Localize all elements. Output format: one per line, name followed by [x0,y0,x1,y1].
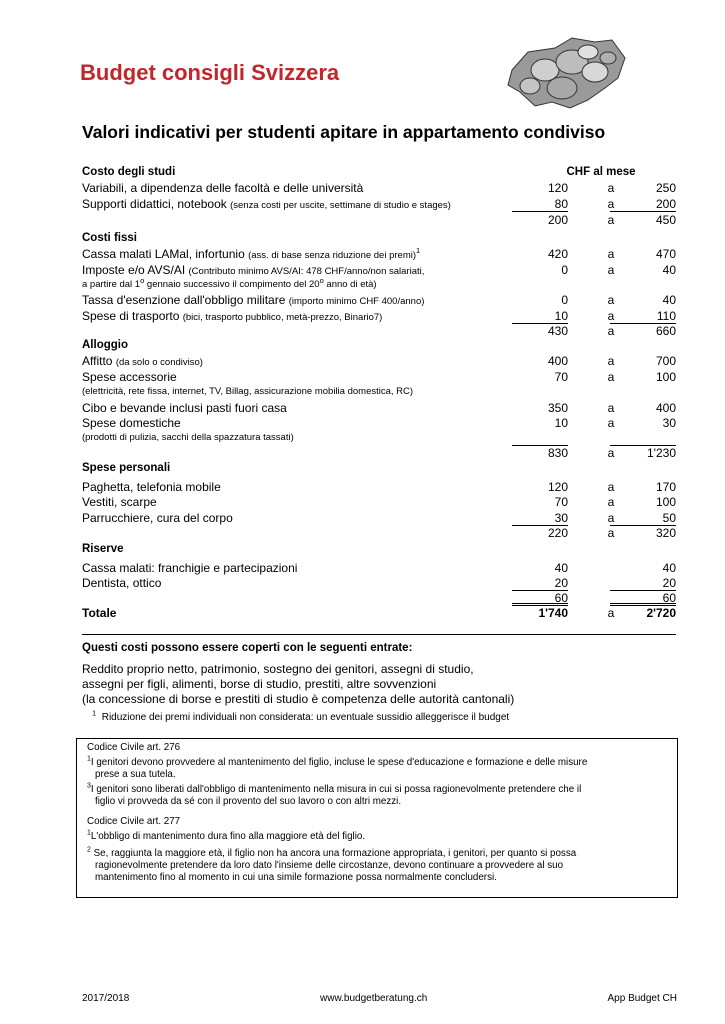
value-high: 110 [656,309,676,323]
art277-title: Codice Civile art. 277 [87,816,181,827]
value-low: 20 [554,576,568,590]
value-low: 70 [554,495,568,509]
coins-switzerland-logo [500,30,630,115]
paragraph-text: I genitori devono provvedere al mantenimento del figlio, incluse le spese d'educazione e formazione e delle misure [90,757,588,768]
brand-title: Budget consigli Svizzera [80,60,340,85]
table-row [82,415,676,431]
value-low: 80 [554,197,568,211]
table-row [82,575,676,591]
row-label: Spese domestiche [82,416,181,430]
value-high: 100 [655,370,676,384]
row-label: Imposte e/o AVS/AI [82,263,186,277]
table-row [82,180,676,196]
value-low: 120 [547,480,568,494]
footnote-number: 1 [92,708,97,718]
footnote-ref: 1 [416,246,421,255]
value-low: 0 [561,263,568,277]
subtotal-high: 320 [655,526,676,540]
value-high: 400 [655,401,676,415]
subtotal-low: 60 [554,591,568,605]
paragraph-text: I genitori sono liberati dall'obbligo di mantenimento nella misura in cui si possa ragionevolmente pretendere che il [90,784,582,795]
row-note: (Contributo minimo AVS/AI: 478 CHF/anno/non salariati, [188,266,425,277]
range-a: a [607,213,615,227]
row-note: (importo minimo CHF 400/anno) [288,296,425,307]
range-a: a [607,324,615,338]
footer-app: App Budget CH [607,993,677,1004]
row-label: Supporti didattici, notebook [82,197,227,211]
row-label: Vestiti, scarpe [82,495,157,509]
total-low: 1'740 [538,606,568,620]
income-title: Questi costi possono essere coperti con le seguenti entrate: [82,642,413,654]
value-low: 10 [554,416,568,430]
value-high: 50 [662,511,676,525]
table-row [82,262,676,278]
value-low: 420 [547,247,568,261]
value-high: 100 [655,495,676,509]
footer-year: 2017/2018 [82,993,130,1004]
table-row [82,494,676,510]
total-high: 2'720 [646,606,676,620]
art277-paragraph-1 [87,831,365,843]
paragraph-text: ragionevolmente pretendere da loro dato l'insieme delle circostanze, devono continuare a provvedere al suo [95,860,564,871]
row-note: (da solo o condiviso) [115,357,203,368]
section-title: Costi fissi [82,232,137,244]
range-a: a [607,354,615,368]
row-label: Cassa malati: franchigie e partecipazioni [82,561,298,575]
section-title: Costo degli studi [82,166,176,178]
continuation-text: (elettricità, rete fissa, internet, TV, Billag, assicurazione mobilia domestica, RC) [82,386,414,397]
subtotal-row [82,590,676,606]
section-title: Alloggio [82,339,128,351]
table-row [82,369,676,385]
continuation-text: (prodotti di pulizia, sacchi della spazzatura tassati) [82,432,294,443]
row-label: Affitto [82,354,113,368]
subtotal-low: 220 [547,526,568,540]
range-a: a [607,370,615,384]
value-low: 70 [554,370,568,384]
subtotal-low: 830 [547,446,568,460]
continuation-text: gennaio successivo il compimento del 20 [144,279,320,290]
footnote [92,708,510,723]
value-high: 170 [655,480,676,494]
table-row [82,196,676,212]
footer-url[interactable]: www.budgetberatung.ch [320,993,428,1004]
table-row [82,308,676,324]
art277-paragraph-2 [87,848,576,860]
range-a: a [607,181,615,195]
total-label: Totale [82,606,117,620]
superscript: o [319,275,324,285]
value-high: 20 [662,576,676,590]
paragraph-text: mantenimento fino al momento in cui una simile formazione possa normalmente concludersi. [95,872,497,883]
table-row [82,292,676,308]
row-label: Dentista, ottico [82,576,162,590]
art276-title: Codice Civile art. 276 [87,742,181,753]
table-row [82,353,676,369]
range-a: a [607,606,615,620]
section-title: Riserve [82,543,124,555]
value-low: 10 [554,309,568,323]
row-label: Variabili, a dipendenza delle facoltà e delle università [82,181,364,195]
row-label: Spese accessorie [82,370,177,384]
range-a: a [607,511,615,525]
paragraph-text: Se, raggiunta la maggiore età, il figlio non ha ancora una formazione appropriata, i genitori, per quanto si possa [93,848,577,859]
section-header-personali [82,460,676,476]
value-low: 40 [554,561,568,575]
row-label: Cassa malati LAMal, infortunio [82,247,245,261]
subtotal-low: 200 [547,213,568,227]
value-high: 200 [655,197,676,211]
subtotal-row [82,212,676,228]
total-row [82,605,676,621]
range-a: a [607,197,615,211]
art276-paragraph-3 [87,784,581,796]
row-label: Paghetta, telefonia mobile [82,480,221,494]
superscript: o [140,275,145,285]
subtotal-high: 450 [655,213,676,227]
range-a: a [607,293,615,307]
value-low: 0 [561,293,568,307]
paragraph-text: prese a sua tutela. [95,769,176,780]
table-row [82,560,676,576]
range-a: a [607,401,615,415]
range-a: a [607,446,615,460]
row-label: Parrucchiere, cura del corpo [82,511,233,525]
value-high: 250 [655,181,676,195]
section-header-fissi [82,230,676,246]
footnote-text: Riduzione dei premi individuali non considerata: un eventuale sussidio alleggerisce il budget [101,712,510,723]
value-low: 30 [554,511,568,525]
section-header-riserve [82,541,676,557]
value-high: 40 [662,263,676,277]
income-line: (la concessione di borse e prestiti di studio è competenza delle autorità cantonali) [82,692,515,706]
subtotal-row [82,445,676,461]
value-low: 350 [547,401,568,415]
range-a: a [607,309,615,323]
value-low: 120 [547,181,568,195]
table-row [82,400,676,416]
range-a: a [607,526,615,540]
paragraph-number: 3 [87,782,91,790]
row-label: Cibo e bevande inclusi pasti fuori casa [82,401,287,415]
subtotal-high: 60 [662,591,676,605]
row-note: (ass. di base senza riduzione dei premi) [248,250,417,261]
continuation-text: a partire dal 1 [82,279,141,290]
range-a: a [607,495,615,509]
civil-code-box [76,738,678,898]
subtotal-high: 1'230 [647,446,676,460]
range-a: a [607,247,615,261]
row-label: Tassa d'esenzione dall'obbligo militare [82,293,286,307]
paragraph-number: 1 [87,755,91,763]
art276-paragraph-1 [87,757,587,769]
table-row [82,510,676,526]
section-divider [82,634,676,635]
range-a: a [607,416,615,430]
paragraph-text: figlio vi provveda da sé con il provento del suo lavoro o con altri mezzi. [95,796,402,807]
value-high: 40 [662,561,676,575]
table-row [82,479,676,495]
subtotal-high: 660 [655,324,676,338]
paragraph-number: 1 [87,829,91,837]
income-line: Reddito proprio netto, patrimonio, sostegno dei genitori, assegni di studio, [82,662,474,676]
row-note: (senza costi per uscite, settimane di studio e stages) [230,200,451,211]
section-header-studi [82,164,676,180]
value-high: 700 [655,354,676,368]
row-continuation [82,384,676,400]
paragraph-text: L'obbligo di mantenimento dura fino alla maggiore età del figlio. [90,831,366,842]
value-high: 40 [662,293,676,307]
subtotal-low: 430 [547,324,568,338]
chf-column-header: CHF al mese [566,166,636,178]
page-subtitle: Valori indicativi per studenti apitare in appartamento condiviso [82,122,606,142]
row-continuation [82,277,676,293]
value-low: 400 [547,354,568,368]
range-a: a [607,263,615,277]
income-line: assegni per figli, alimenti, borse di studio, prestiti, altre sovvenzioni [82,677,437,691]
value-high: 30 [662,416,676,430]
subtotal-row [82,525,676,541]
value-high: 470 [655,247,676,261]
row-note: (bici, trasporto pubblico, metà-prezzo, Binario7) [182,312,383,323]
section-title: Spese personali [82,462,171,474]
section-header-alloggio [82,337,676,353]
paragraph-number: 2 [87,846,91,854]
range-a: a [607,480,615,494]
table-row [82,246,676,262]
row-continuation [82,430,676,446]
continuation-text: anno di età) [323,279,377,290]
row-label: Spese di trasporto [82,309,180,323]
